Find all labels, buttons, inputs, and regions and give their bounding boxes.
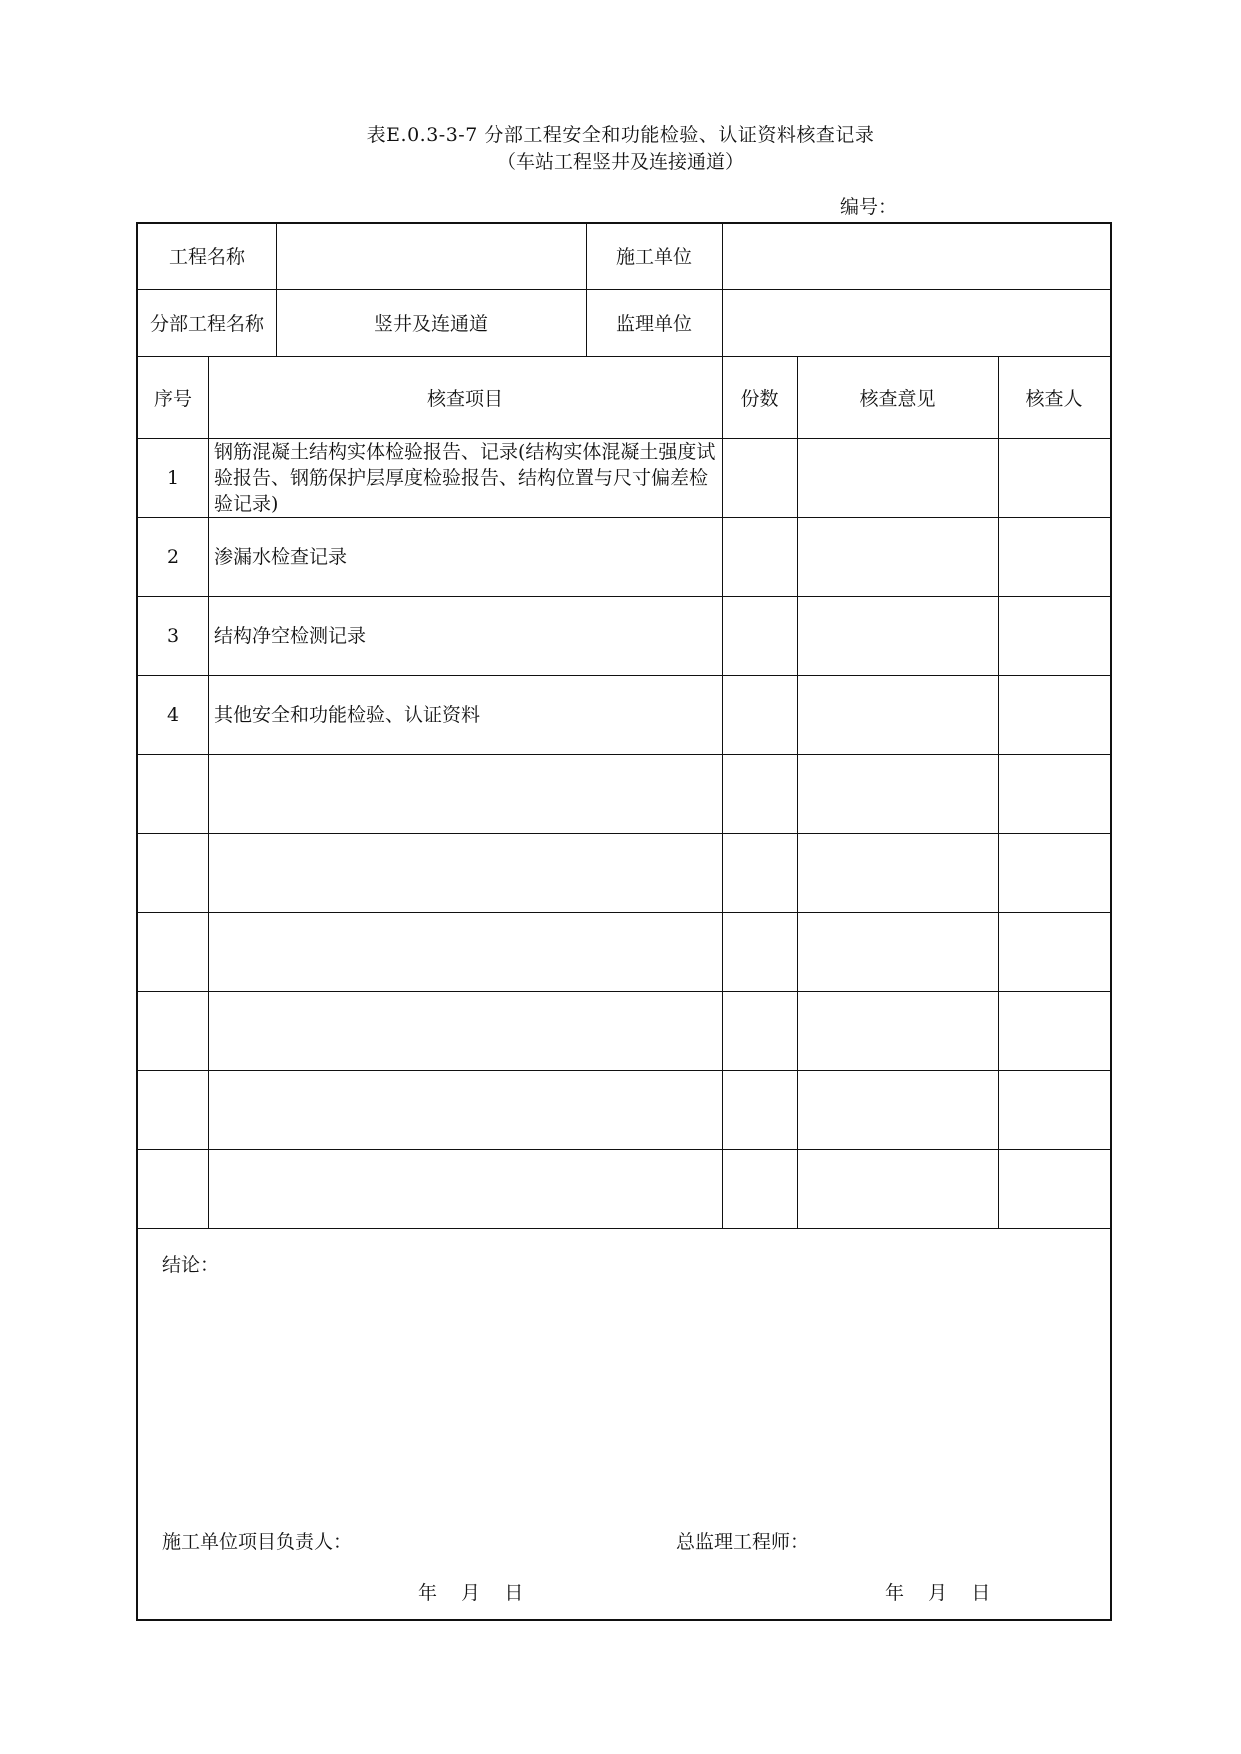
row-checker[interactable] xyxy=(998,1070,1110,1149)
row-divider xyxy=(136,1228,1112,1229)
row-item xyxy=(208,1149,722,1228)
row-no-text: 1 xyxy=(166,466,180,489)
row-no xyxy=(138,754,208,833)
row-checker[interactable] xyxy=(998,754,1110,833)
row-opinion[interactable] xyxy=(797,675,998,754)
row-copies[interactable] xyxy=(722,438,797,517)
row-no xyxy=(138,438,208,517)
row-checker[interactable] xyxy=(998,912,1110,991)
chief-supervisor-label: 总监理工程师： xyxy=(676,1531,810,1553)
row-item xyxy=(208,596,722,675)
row-opinion[interactable] xyxy=(797,833,998,912)
row-checker[interactable] xyxy=(998,675,1110,754)
row-item xyxy=(208,912,722,991)
supervision-unit-value[interactable] xyxy=(722,289,1110,356)
sub-project-value[interactable]: 竖井及连通道 xyxy=(373,313,488,335)
row-item xyxy=(208,675,722,754)
row-no xyxy=(138,912,208,991)
row-item xyxy=(208,991,722,1070)
row-checker[interactable] xyxy=(998,833,1110,912)
row-checker[interactable] xyxy=(998,1149,1110,1228)
row-no xyxy=(138,991,208,1070)
row-copies[interactable] xyxy=(722,754,797,833)
row-item xyxy=(208,754,722,833)
row-copies[interactable] xyxy=(722,1070,797,1149)
construction-unit-label: 施工单位 xyxy=(615,246,692,268)
row-item-text: 渗漏水检查记录 xyxy=(214,545,348,568)
row-item xyxy=(208,1070,722,1149)
project-name-label: 工程名称 xyxy=(168,246,245,268)
row-opinion[interactable] xyxy=(797,991,998,1070)
column-header-item: 核查项目 xyxy=(426,387,503,410)
column-header-copies: 份数 xyxy=(740,387,779,410)
row-item-text: 其他安全和功能检验、认证资料 xyxy=(214,703,481,726)
row-no xyxy=(138,675,208,754)
row-opinion[interactable] xyxy=(797,1149,998,1228)
row-no xyxy=(138,833,208,912)
row-copies[interactable] xyxy=(722,675,797,754)
row-no-text: 3 xyxy=(166,624,180,647)
row-no xyxy=(138,1070,208,1149)
row-no xyxy=(138,1149,208,1228)
row-no xyxy=(138,517,208,596)
construction-unit-value[interactable] xyxy=(722,222,1110,289)
project-name-value[interactable] xyxy=(276,222,586,289)
row-item xyxy=(208,833,722,912)
form-subtitle: （车站工程竖井及连接通道） xyxy=(496,151,744,173)
row-item-text: 钢筋混凝土结构实体检验报告、记录(结构实体混凝土强度试验报告、钢筋保护层厚度检验报告、结构位置与尺寸偏差检验记录) xyxy=(214,440,716,515)
row-item-text: 结构净空检测记录 xyxy=(214,624,367,647)
column-header-opinion: 核查意见 xyxy=(859,387,936,410)
conclusion-label: 结论： xyxy=(162,1254,220,1276)
date-left: 年 月 日 xyxy=(418,1582,524,1604)
construction-lead-label: 施工单位项目负责人： xyxy=(162,1531,353,1553)
row-checker[interactable] xyxy=(998,517,1110,596)
row-copies[interactable] xyxy=(722,1149,797,1228)
row-copies[interactable] xyxy=(722,991,797,1070)
row-opinion[interactable] xyxy=(797,438,998,517)
row-item xyxy=(208,438,722,517)
row-copies[interactable] xyxy=(722,517,797,596)
row-no-text: 4 xyxy=(166,703,180,726)
date-right: 年 月 日 xyxy=(885,1582,991,1604)
row-copies[interactable] xyxy=(722,596,797,675)
column-header-no: 序号 xyxy=(153,387,192,410)
supervision-unit-label: 监理单位 xyxy=(615,313,692,335)
row-opinion[interactable] xyxy=(797,517,998,596)
sub-project-label: 分部工程名称 xyxy=(149,313,264,335)
row-copies[interactable] xyxy=(722,833,797,912)
row-opinion[interactable] xyxy=(797,754,998,833)
row-copies[interactable] xyxy=(722,912,797,991)
row-no xyxy=(138,596,208,675)
row-checker[interactable] xyxy=(998,596,1110,675)
row-no-text: 2 xyxy=(166,545,180,568)
row-opinion[interactable] xyxy=(797,1070,998,1149)
row-opinion[interactable] xyxy=(797,596,998,675)
row-item xyxy=(208,517,722,596)
form-number-label: 编号： xyxy=(840,196,898,218)
row-opinion[interactable] xyxy=(797,912,998,991)
row-checker[interactable] xyxy=(998,438,1110,517)
column-header-checker: 核查人 xyxy=(1025,387,1083,410)
form-title: 表E.0.3-3-7 分部工程安全和功能检验、认证资料核查记录 xyxy=(366,124,875,146)
row-checker[interactable] xyxy=(998,991,1110,1070)
